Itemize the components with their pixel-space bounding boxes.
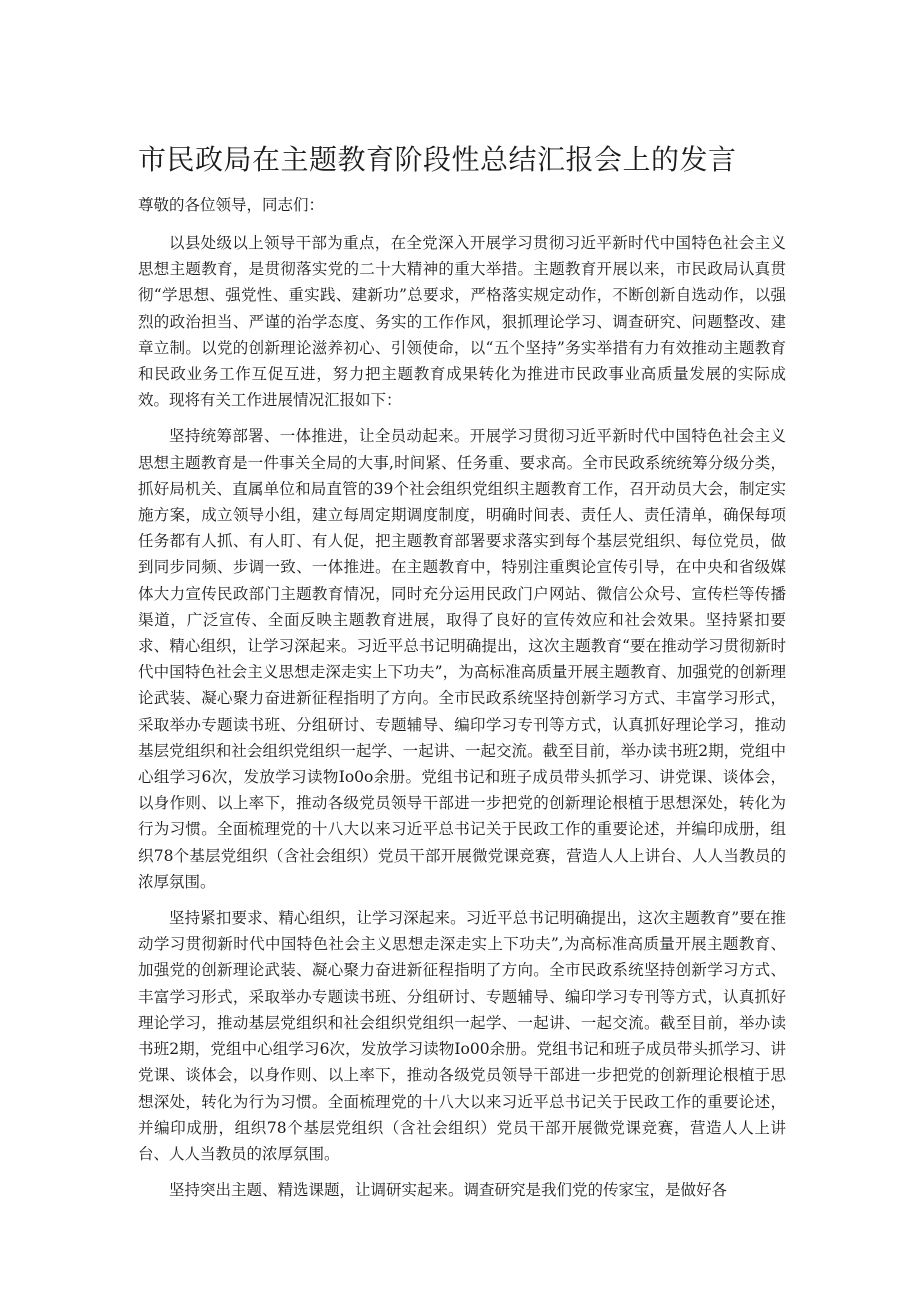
- paragraph-intro: 以县处级以上领导干部为重点，在全党深入开展学习贯彻习近平新时代中国特色社会主义思想主题教育，是贯彻落实党的二十大精神的重大举措。主题教育开展以来，市民政局认真贯彻“学思想、强党性、重实践、建新功”总要求，严格落实规定动作，不断创新自选动作，以强烈的政治担当、严谨的治学态度、务实的工作作风，狠抓理论学习、调查研究、问题整改、建章立制。以党的创新理论滋养初心、引领使命，以“五个坚持”务实举措有力有效推动主题教育和民政业务工作互促互进，努力把主题教育成果转化为推进市民政事业高质量发展的实际成效。现将有关工作进展情况汇报如下：: [138, 234, 786, 410]
- paragraph-study: 坚持紧扣要求、精心组织，让学习深起来。习近平总书记明确提出，这次主题教育”要在推动学习贯彻新时代中国特色社会主义思想走深走实上下功夫”,为高标准高质量开展主题教育、加强党的创新理论武装、凝心聚力奋进新征程指明了方向。全市民政系统坚持创新学习方式、丰富学习形式，采取举办专题读书班、分组研讨、专题辅导、编印学习专刊等方式，认真抓好理论学习，推动基层党组织和社会组织党组织一起学、一起讲、一起交流。截至目前，举办读书班2期，党组中心组学习6次，发放学习读物Io00余册。党组书记和班子成员带头抓学习、讲党课、谈体会，以身作则、以上率下，推动各级党员领导干部进一步把党的创新理论根植于思想深处，转化为行为习惯。全面梳理党的十八大以来习近平总书记关于民政工作的重要论述，并编印成册，组织78个基层党组织（含社会组织）党员干部开展微党课竞赛，营造人人上讲台、人人当教员的浓厚氛围。: [138, 909, 786, 1163]
- paragraph-research: 坚持突出主题、精选课题，让调研实起来。调查研究是我们党的传家宝，是做好各: [169, 1181, 728, 1200]
- paragraph-coordination: 坚持统筹部署、一体推进，让全员动起来。开展学习贯彻习近平新时代中国特色社会主义思想主题教育是一件事关全局的大事,时间紧、任务重、要求高。全市民政系统统筹分级分类，抓好局机关、直属单位和局直管的39个社会组织党组织主题教育工作，召开动员大会，制定实施方案，成立领导小组，建立每周定期调度制度，明确时间表、责任人、责任清单，确保每项任务都有人抓、有人盯、有人促，把主题教育部署要求落实到每个基层党组织、每位党员，做到同步同频、步调一致、一体推进。在主题教育中，特别注重舆论宣传引导，在中央和省级媒体大力宣传民政部门主题教育情况，同时充分运用民政门户网站、微信公众号、宣传栏等传播渠道，广泛宣传、全面反映主题教育进展，取得了良好的宣传效应和社会效果。坚持紧扣要求、精心组织，让学习深起来。习近平总书记明确提出，这次主题教育“要在推动学习贯彻新时代中国特色社会主义思想走深走实上下功夫”，为高标准高质量开展主题教育、加强党的创新理论武装、凝心聚力奋进新征程指明了方向。全市民政系统坚持创新学习方式、丰富学习形式，采取举办专题读书班、分组研讨、专题辅导、编印学习专刊等方式，认真抓好理论学习，推动基层党组织和社会组织党组织一起学、一起讲、一起交流。截至目前，举办读书班2期，党组中心组学习6次，发放学习读物Io0o余册。党组书记和班子成员带头抓学习、讲党课、谈体会，以身作则、以上率下，推动各级党员领导干部进一步把党的创新理论根植于思想深处，转化为行为习惯。全面梳理党的十八大以来习近平总书记关于民政工作的重要论述，并编印成册，组织78个基层党组织（含社会组织）党员干部开展微党课竞赛，营造人人上讲台、人人当教员的浓厚氛围。: [138, 427, 786, 891]
- salutation: 尊敬的各位领导，同志们：: [138, 196, 325, 214]
- document-title: 市民政局在主题教育阶段性总结汇报会上的发言: [138, 143, 737, 176]
- document-page: [138, 138, 786, 1213]
